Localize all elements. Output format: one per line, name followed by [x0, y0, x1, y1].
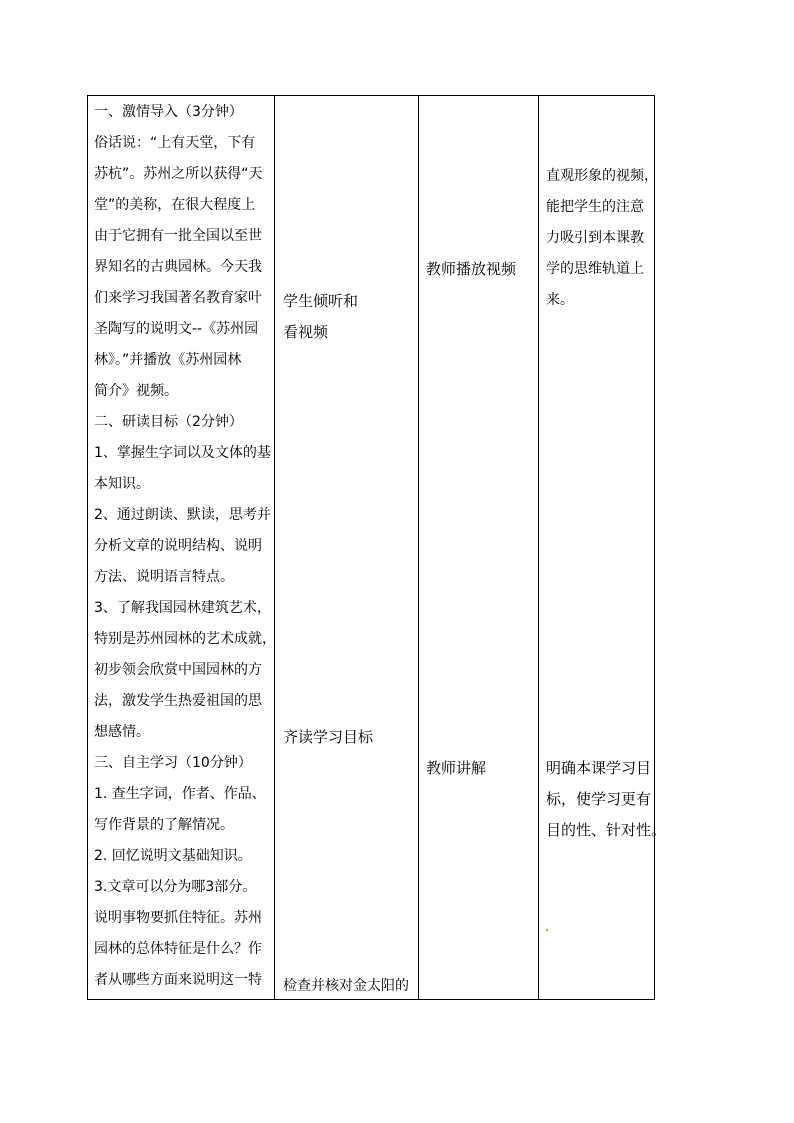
- cell-text-line: 目的性、针对性。: [546, 821, 667, 839]
- cell-text-line: 齐读学习目标: [283, 728, 374, 746]
- cell-text-line: 初步领会欣赏中国园林的方: [94, 662, 262, 678]
- design-purpose-column: [546, 96, 667, 999]
- cell-text-line: 看视频: [283, 323, 329, 341]
- cell-text-line: 们来学习我国著名教育家叶: [94, 290, 262, 306]
- cell-text-line: 2. 回忆说明文基础知识。: [94, 848, 252, 864]
- cell-text-line: 能把学生的注意: [546, 199, 644, 215]
- cell-text-line: 由于它拥有一批全国以至世: [94, 228, 262, 244]
- cell-text-line: 标，使学习更有: [546, 790, 652, 808]
- cell-text-line: 2、通过朗读、默读，思考并: [94, 507, 271, 523]
- cell-text-line: 林》。”并播放《苏州园林: [94, 352, 242, 368]
- cell-text-line: 明确本课学习目: [546, 759, 652, 777]
- column-divider: [538, 96, 539, 999]
- content-column: [94, 96, 276, 999]
- cell-text-line: 分析文章的说明结构、说明: [94, 538, 262, 554]
- stray-mark: [546, 929, 548, 931]
- cell-text-line: 写作背景的了解情况。: [94, 817, 234, 833]
- cell-text-line: 园林的总体特征是什么？作: [94, 941, 262, 957]
- cell-text-line: 三、自主学习（10分钟）: [94, 755, 252, 771]
- cell-text-line: 说明事物要抓住特征。苏州: [94, 910, 262, 926]
- cell-text-line: 检查并核对金太阳的: [283, 978, 409, 994]
- cell-text-line: 直观形象的视频，: [546, 168, 658, 184]
- cell-text-line: 3、了解我国园林建筑艺术，: [94, 600, 271, 616]
- cell-text-line: 教师播放视频: [426, 260, 517, 278]
- lesson-table: [87, 95, 667, 1000]
- cell-text-line: 方法、说明语言特点。: [94, 569, 234, 585]
- cell-text-line: 界知名的古典园林。今天我: [94, 259, 262, 275]
- cell-text-line: 者从哪些方面来说明这一特: [94, 972, 262, 988]
- cell-text-line: 学生倾听和: [283, 292, 359, 310]
- student-activity-column: [283, 96, 417, 999]
- cell-text-line: 特别是苏州园林的艺术成就，: [94, 631, 276, 647]
- cell-text-line: 俗话说：“上有天堂，下有: [94, 135, 256, 151]
- column-divider: [274, 96, 275, 999]
- cell-text-line: 法，激发学生热爱祖国的思: [94, 693, 262, 709]
- cell-text-line: 来。: [546, 292, 574, 308]
- cell-text-line: 学的思维轨道上: [546, 261, 644, 277]
- cell-text-line: 3.文章可以分为哪3部分。: [94, 879, 257, 895]
- cell-text-line: 圣陶写的说明文--《苏州园: [94, 321, 259, 337]
- cell-text-line: 一、激情导入（3分钟）: [94, 104, 243, 120]
- column-divider: [418, 96, 419, 999]
- cell-text-line: 堂”的美称，在很大程度上: [94, 197, 256, 213]
- cell-text-line: 1、掌握生字词以及文体的基: [94, 445, 271, 461]
- teacher-activity-column: [426, 96, 536, 999]
- cell-text-line: 苏杭”。苏州之所以获得“天: [94, 166, 263, 182]
- cell-text-line: 教师讲解: [426, 759, 487, 777]
- cell-text-line: 简介》视频。: [94, 383, 178, 399]
- cell-text-line: 想感情。: [94, 724, 150, 740]
- cell-text-line: 1. 查生字词，作者、作品、: [94, 786, 266, 802]
- cell-text-line: 本知识。: [94, 476, 150, 492]
- cell-text-line: 力吸引到本课教: [546, 230, 644, 246]
- cell-text-line: 二、研读目标（2分钟）: [94, 414, 243, 430]
